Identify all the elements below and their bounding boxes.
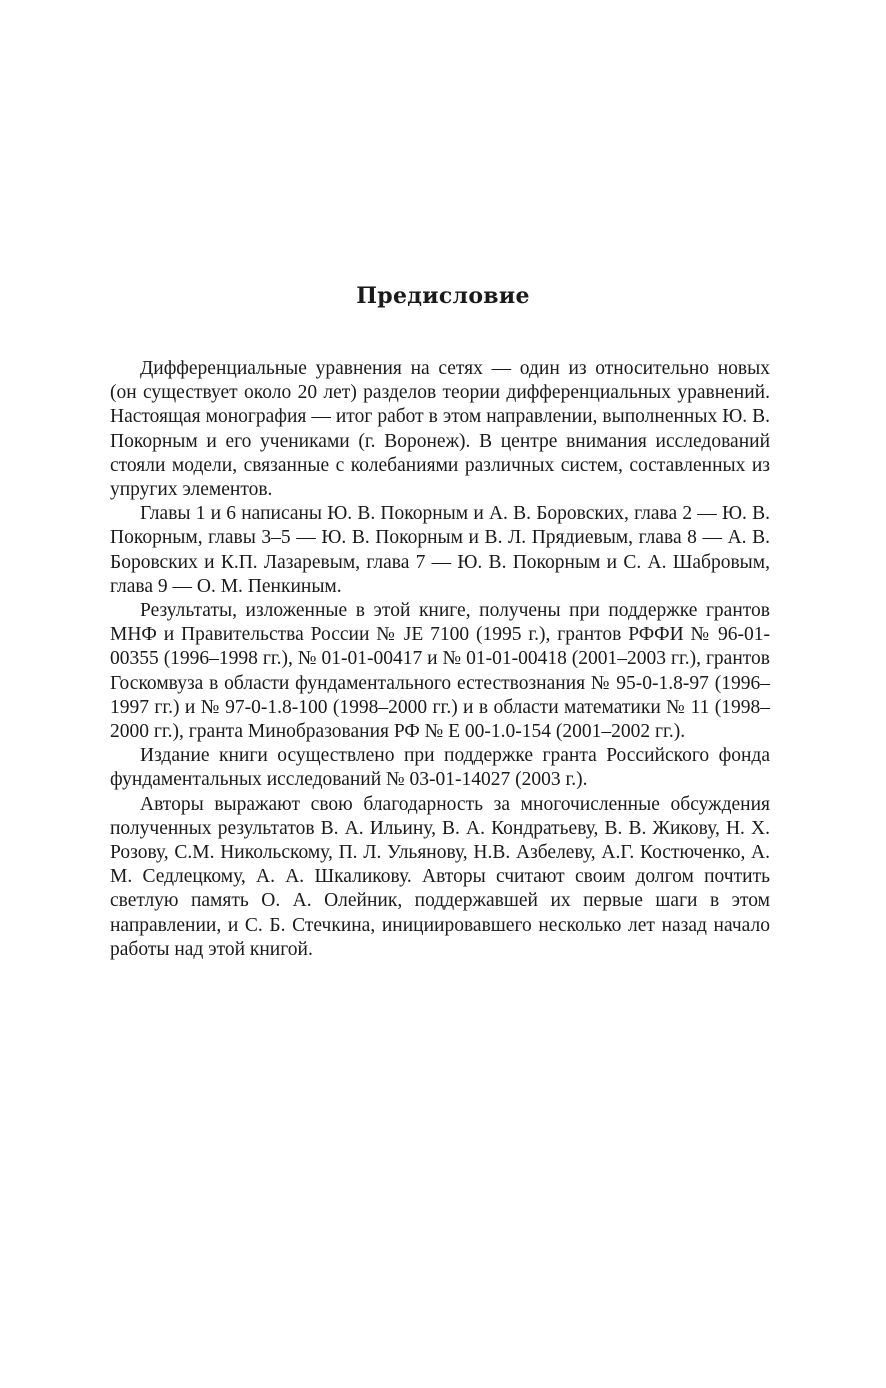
paragraph-publication: Издание книги осуществлено при поддержке гранта Российского фонда фундаментальных исследований № 03-01-14027 (2003 г.). xyxy=(110,745,770,791)
paragraph-chapters: Главы 1 и 6 написаны Ю. В. Покорным и А. В. Боровских, глава 2 — Ю. В. Покорным, главы 3–5 — Ю. В. Покорным и В. Л. Прядиевым, глава 8 — А. В. Боровских и К.П. Лазаревым, глава 7 — Ю. В. Покорным и С. А. Шабровым, глава 9 — О. М. Пенкиным. xyxy=(110,503,770,597)
paragraph-acknowledgements: Авторы выражают свою благодарность за многочисленные обсуждения полученных результатов В. А. Ильину, В. А. Кондратьеву, В. В. Жикову, Н. Х. Розову, С.М. Никольскому, П. Л. Ульянову, Н.В. Азбелеву, А.Г. Костюченко, А. М. Седлецкому, А. А. Шкаликову. Авторы считают своим долгом почтить светлую память О. А. Олейник, поддержавшей их первые шаги в этом направлении, и С. Б. Стечкина, инициировавшего несколько лет назад начало работы над этой книгой. xyxy=(110,793,770,960)
preface-body xyxy=(110,357,770,962)
paragraph-intro: Дифференциальные уравнения на сетях — один из относительно новых (он существует около 20 лет) разделов теории дифференциальных уравнений. Настоящая монография — итог работ в этом направлении, выполненных Ю. В. Покорным и его учениками (г. Воронеж). В центре внимания исследований стояли модели, связанные с колебаниями различных систем, составленных из упругих элементов. xyxy=(110,358,770,501)
paragraph-grants: Результаты, изложенные в этой книге, получены при поддержке грантов МНФ и Правительства России № JE 7100 (1995 г.), грантов РФФИ № 96-01-00355 (1996–1998 гг.), № 01-01-00417 и № 01-01-00418 (2001–2003 гг.), грантов Госкомвуза в области фундаментального естествознания № 95-0-1.8-97 (1996–1997 гг.) и № 97-0-1.8-100 (1998–2000 гг.) и в области математики № 11 (1998–2000 гг.), гранта Минобразования РФ № Е 00-1.0-154 (2001–2002 гг.). xyxy=(110,600,770,743)
page-title: Предисловие xyxy=(356,283,530,309)
